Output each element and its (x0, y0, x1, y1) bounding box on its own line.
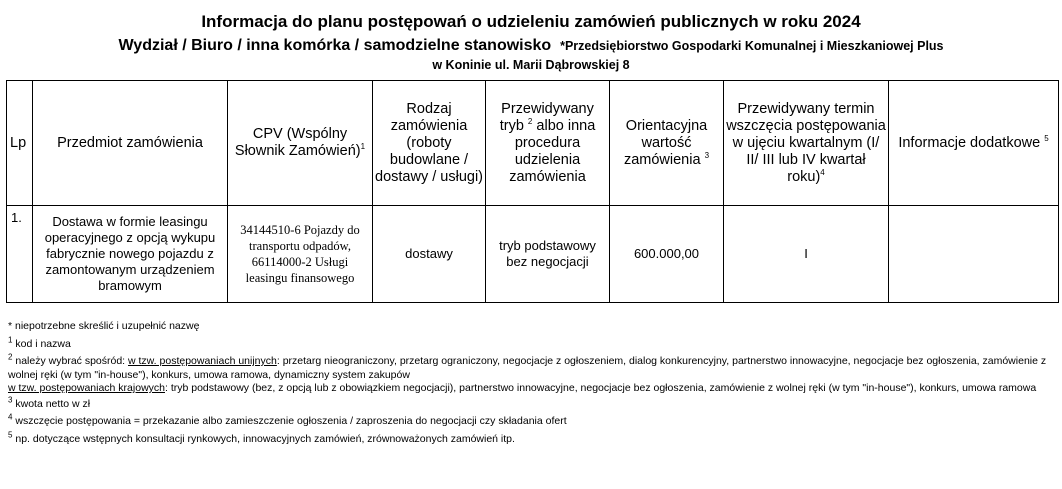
cell-cpv: 34144510-6 Pojazdy do transportu odpadów, 66114000-2 Usługi leasingu finansowego (228, 206, 373, 303)
header-subject: Przedmiot zamówienia (33, 81, 228, 206)
cell-info (889, 206, 1059, 303)
cell-type: dostawy (373, 206, 486, 303)
cell-subject: Dostawa w formie leasingu operacyjnego z opcją wykupu fabrycznie nowego pojazdu z zamontowanym urządzeniem bramowym (33, 206, 228, 303)
footnote-1: $^1$ kod i nazwa (8, 335, 71, 350)
unit-line (0, 36, 1062, 56)
header-lp: Lp (7, 81, 33, 206)
table-row (7, 206, 1059, 303)
footnote-3: $^3$ kwota netto w zł (8, 395, 91, 410)
organization-address: w Koninie ul. Marii Dąbrowskiej 8 (432, 58, 630, 72)
table-header-row (7, 81, 1059, 206)
header-cpv: CPV (Wspólny Słownik Zamówień)$^1$ (228, 81, 373, 206)
footnote-4: $^4$ wszczęcie postępowania = przekazanie albo zamieszczenie ogłoszenia / zaproszenia do negocjacji czy składania ofert (8, 412, 567, 427)
footnote-star: * niepotrzebne skreślić i uzupełnić nazwę (8, 320, 200, 332)
organization-name: *Przedsiębiorstwo Gospodarki Komunalnej i Mieszkaniowej Plus (560, 39, 944, 53)
header-mode: Przewidywany tryb $^2$ albo inna procedura udzielenia zamówienia (486, 81, 610, 206)
header-info: Informacje dodatkowe $^5$ (889, 81, 1059, 206)
cell-mode: tryb podstawowy bez negocjacji (486, 206, 610, 303)
footnotes (8, 320, 1056, 450)
procurement-plan-table (6, 80, 1059, 303)
header-term: Przewidywany termin wszczęcia postępowania w ujęciu kwartalnym (I/ II/ III lub IV kwartał roku)$^4$ (724, 81, 889, 206)
header-type: Rodzaj zamówienia (roboty budowlane / dostawy / usługi) (373, 81, 486, 206)
cell-lp: 1. (7, 206, 33, 303)
cell-term: I (724, 206, 889, 303)
footnote-2: $^2$ należy wybrać spośród: w tzw. postępowaniach unijnych: przetarg nieograniczony, przetarg ograniczony, negocjacje z ogłoszeniem, dialog konkurencyjny, partnerstwo innowacyjne, negocjacje bez ogłoszenia, zamówienie z wolnej ręki (w tym "in-house"), konkurs, umowa ramowa, dynamiczny system zakupów w tzw. postępowaniach krajowych: tryb podstawowy (bez, z opcją lub z obowiązkiem negocjacji), partnerstwo innowacyjne, negocjacje bez ogłoszenia, zamówienie z wolnej ręki (w tym "in-house"), konkurs, umowa ramowa (8, 352, 1047, 394)
header-value: Orientacyjna wartość zamówienia $^3$ (610, 81, 724, 206)
cell-value: 600.000,00 (610, 206, 724, 303)
page-title: Informacja do planu postępowań o udzieleniu zamówień publicznych w roku 2024 (201, 12, 861, 31)
unit-label: Wydział / Biuro / inna komórka / samodzielne stanowisko (118, 37, 552, 54)
footnote-5: $^5$ np. dotyczące wstępnych konsultacji rynkowych, innowacyjnych zamówień, zrównoważonych zamówień itp. (8, 430, 515, 445)
